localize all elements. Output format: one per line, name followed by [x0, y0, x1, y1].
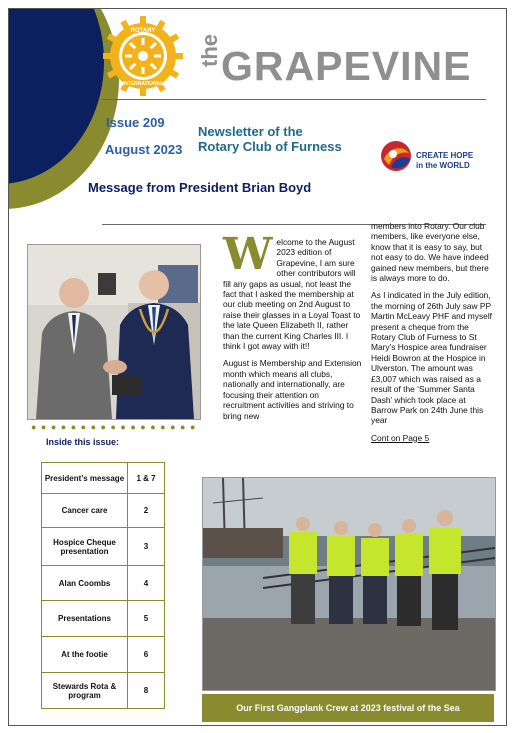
contents-row[interactable]	[42, 637, 165, 673]
handshake-photo	[27, 244, 201, 420]
drop-cap: W	[223, 229, 273, 280]
contents-page: 2	[128, 494, 165, 528]
create-hope-line2: in the WORLD	[416, 161, 470, 170]
dotted-separator: ● ● ● ● ● ● ● ● ● ● ● ● ● ● ● ● ●	[31, 422, 197, 432]
rotary-ring-top-text: ROTARY	[130, 28, 156, 34]
contents-title: Cancer care	[42, 494, 128, 528]
create-hope-text	[416, 151, 473, 171]
article-column-2	[371, 221, 493, 450]
contents-row[interactable]	[42, 566, 165, 601]
contents-page: 8	[128, 673, 165, 709]
inside-issue-heading: Inside this issue:	[46, 437, 120, 447]
issue-date: August 2023	[105, 142, 183, 157]
newsletter-subtitle-line2: Rotary Club of Furness	[198, 139, 342, 154]
masthead-title: GRAPEVINE	[221, 43, 472, 89]
contents-row[interactable]	[42, 463, 165, 494]
rotary-ring-bottom-text: INTERNATIONAL	[122, 81, 164, 87]
contents-row[interactable]	[42, 494, 165, 528]
contents-title: Hospice Cheque presentation	[42, 528, 128, 566]
contents-title: At the footie	[42, 637, 128, 673]
create-hope-line1: CREATE HOPE	[416, 151, 474, 160]
contents-page: 5	[128, 601, 165, 637]
contents-row[interactable]	[42, 528, 165, 566]
article-paragraph: members into Rotary. Our club members, like everyone else, know that it is easy to say, but not easy to do. We have indeed gained new members, but there is always more to do.	[371, 221, 489, 284]
newsletter-subtitle-line1: Newsletter of the	[198, 124, 303, 139]
contents-page: 4	[128, 566, 165, 601]
create-hope-logo-icon	[379, 139, 413, 173]
contents-page: 1 & 7	[128, 463, 165, 494]
rotary-wheel-logo	[103, 16, 183, 96]
article-paragraph	[223, 229, 363, 352]
photo-caption: Our First Gangplank Crew at 2023 festival of the Sea	[202, 694, 494, 722]
article-paragraph: As I indicated in the July edition, the morning of 26th July saw PP Martin McLeavy PHF and myself present a cheque from the Rotary Club of Furness to St Mary's Hospice area fundraiser Heidi Bowron at the Hospice in Ulverston. The amount was £3,007 which was raised as a result of the ‘Summer Santa Dash’ which took place at Barrow Park on 24th June this year	[371, 290, 493, 426]
contents-table	[41, 462, 165, 709]
contents-title: Presentations	[42, 601, 128, 637]
continued-link[interactable]: Cont on Page 5	[371, 432, 430, 443]
contents-page: 3	[128, 528, 165, 566]
contents-row[interactable]	[42, 673, 165, 709]
contents-title: President’s message	[42, 463, 128, 494]
article-paragraph: August is Membership and Extension month which means all clubs, nationally and internationally, are focusing their attention on recruitment activities and striving to bring new	[223, 358, 362, 421]
masthead-divider	[102, 99, 486, 100]
article-column-1	[223, 229, 363, 428]
gangplank-crew-photo	[202, 477, 496, 691]
newsletter-subtitle	[198, 124, 368, 154]
contents-row[interactable]	[42, 601, 165, 637]
newsletter-page	[8, 8, 507, 726]
contents-title: Stewards Rota & program	[42, 673, 128, 709]
masthead-the: the	[197, 34, 222, 67]
contents-page: 6	[128, 637, 165, 673]
article-paragraph-text: elcome to the August 2023 edition of Grapevine, I am sure other contributors will fill any gaps as usual, not least the fact that I asked the membership at our club meeting on 2nd August to raise their glasses in a Loyal Toast to the late Queen Elizabeth II, rather than the current King Charles III. I think I got away with it!!	[223, 237, 361, 352]
issue-number: Issue 209	[106, 115, 165, 130]
message-heading: Message from President Brian Boyd	[88, 180, 312, 195]
contents-title: Alan Coombs	[42, 566, 128, 601]
